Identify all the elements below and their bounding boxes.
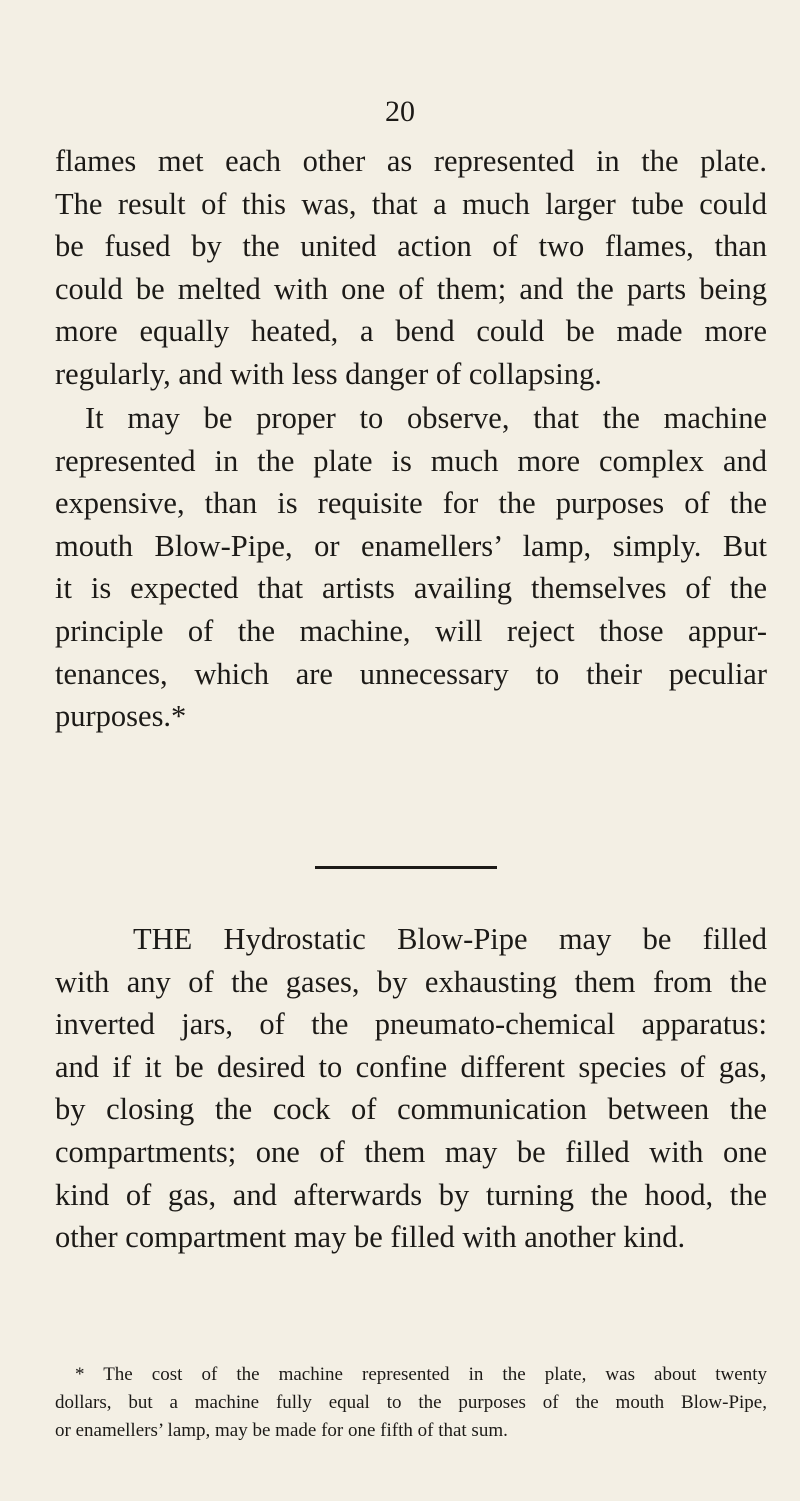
text-line: THE Hydrostatic Blow-Pipe may be filled bbox=[133, 922, 767, 956]
paragraph-machine bbox=[55, 397, 767, 738]
text-line: tenances, which are unnecessary to their peculiar bbox=[55, 656, 767, 691]
footnote bbox=[55, 1361, 767, 1445]
paragraph-flames bbox=[55, 140, 767, 396]
text-line: with any of the gases, by exhausting them from the bbox=[55, 964, 767, 999]
page-number: 20 bbox=[385, 95, 415, 128]
text-line: flames met each other as represented in the plate. bbox=[55, 144, 767, 178]
text-line: compartments; one of them may be filled with one bbox=[55, 1134, 767, 1169]
text-line: expensive, than is requisite for the purposes of the bbox=[55, 486, 767, 521]
paragraph-hydrostatic bbox=[55, 918, 767, 1259]
text-line: The result of this was, that a much larger tube could bbox=[55, 186, 767, 221]
text-line: kind of gas, and afterwards by turning the hood, the bbox=[55, 1177, 767, 1212]
footnote-line: dollars, but a machine fully equal to the purposes of the mouth Blow-Pipe, bbox=[55, 1392, 767, 1413]
text-line: and if it be desired to confine different species of gas, bbox=[55, 1049, 767, 1084]
footnote-line: or enamellers’ lamp, may be made for one fifth of that sum. bbox=[55, 1420, 508, 1441]
text-line: more equally heated, a bend could be made more bbox=[55, 314, 767, 349]
text-line: It may be proper to observe, that the machine bbox=[85, 401, 767, 435]
text-line: inverted jars, of the pneumato-chemical apparatus: bbox=[55, 1007, 767, 1042]
text-line: mouth Blow-Pipe, or enamellers’ lamp, simply. But bbox=[55, 528, 767, 563]
text-line: it is expected that artists availing themselves of the bbox=[55, 571, 767, 606]
text-line: could be melted with one of them; and the parts being bbox=[55, 271, 767, 306]
text-line: regularly, and with less danger of collapsing. bbox=[55, 356, 602, 391]
text-line: be fused by the united action of two flames, than bbox=[55, 229, 767, 264]
text-line: principle of the machine, will reject those appur- bbox=[55, 613, 767, 648]
footnote-line: * The cost of the machine represented in the plate, was about twenty bbox=[75, 1364, 767, 1385]
text-line: represented in the plate is much more complex and bbox=[55, 443, 767, 478]
text-line: purposes.* bbox=[55, 699, 187, 734]
text-line: other compartment may be filled with another kind. bbox=[55, 1220, 686, 1255]
text-line: by closing the cock of communication between the bbox=[55, 1092, 767, 1127]
section-divider bbox=[315, 866, 497, 869]
